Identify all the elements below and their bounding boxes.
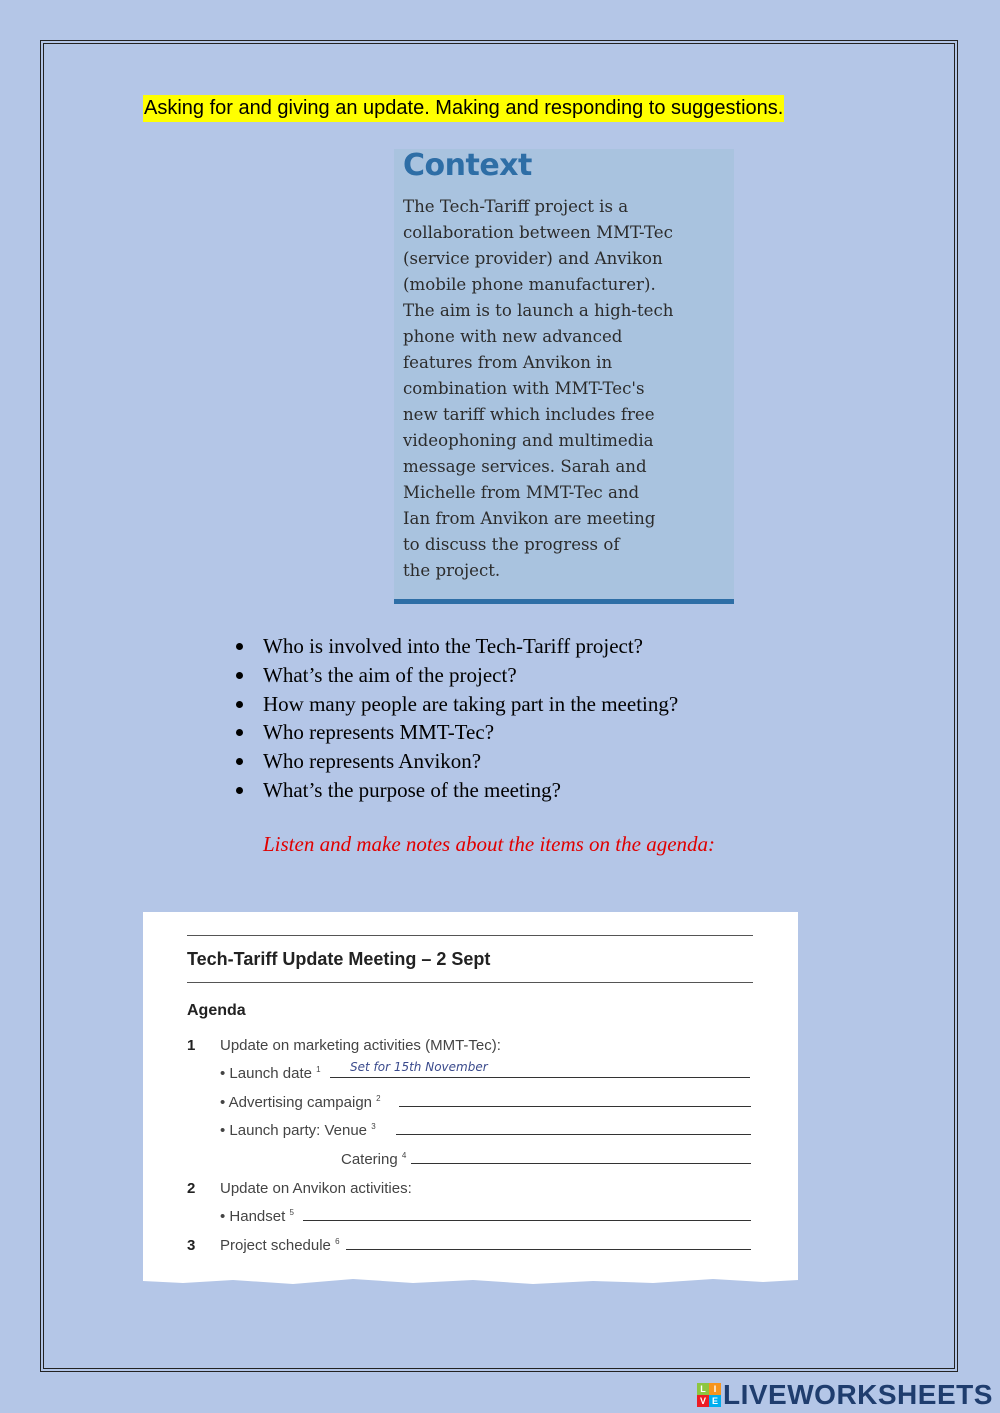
agenda-title-rule <box>187 982 753 983</box>
question-item: What’s the purpose of the meeting? <box>229 776 678 805</box>
context-line: combination with MMT-Tec's <box>403 379 645 398</box>
question-item: Who represents MMT-Tec? <box>229 718 678 747</box>
agenda-label: Agenda <box>187 1002 246 1019</box>
context-box <box>394 149 734 604</box>
logo-mark-letter: E <box>709 1395 721 1407</box>
context-line: phone with new advanced <box>403 327 623 346</box>
context-title: Context <box>403 148 532 183</box>
agenda-item-number: 1 <box>187 1037 196 1054</box>
party-venue-answer-field[interactable] <box>396 1134 751 1135</box>
logo-mark-letter: V <box>697 1395 709 1407</box>
context-line: Michelle from MMT-Tec and <box>403 483 640 502</box>
context-line: The aim is to launch a high-tech <box>403 301 674 320</box>
agenda-card <box>143 912 798 1287</box>
advertising-answer-field[interactable] <box>399 1106 751 1107</box>
question-list <box>229 632 678 805</box>
logo-mark-letter: I <box>709 1383 721 1395</box>
agenda-item-marketing: Update on marketing activities (MMT-Tec): <box>220 1037 501 1054</box>
context-body <box>403 194 726 584</box>
project-schedule-label: Project schedule $^6$ <box>220 1237 340 1254</box>
project-schedule-answer-field[interactable] <box>346 1249 751 1250</box>
agenda-top-rule <box>187 935 753 936</box>
context-line: (service provider) and Anvikon <box>403 249 663 268</box>
logo-mark-letter: L <box>697 1383 709 1395</box>
question-item: What’s the aim of the project? <box>229 661 678 690</box>
worksheet-heading: Asking for and giving an update. Making and responding to suggestions. <box>143 95 784 122</box>
logo-mark-icon <box>697 1383 721 1407</box>
party-venue-label: • Launch party: Venue $^3$ <box>220 1122 376 1139</box>
party-catering-answer-field[interactable] <box>411 1163 751 1164</box>
launch-date-answer: Set for 15th November <box>350 1060 488 1074</box>
advertising-label: • Advertising campaign $^2$ <box>220 1094 381 1111</box>
question-item: How many people are taking part in the meeting? <box>229 690 678 719</box>
liveworksheets-logo <box>697 1378 993 1412</box>
torn-edge <box>143 1275 798 1287</box>
context-line: the project. <box>403 561 501 580</box>
launch-date-label: • Launch date $^1$ <box>220 1065 321 1082</box>
context-line: The Tech-Tariff project is a <box>403 197 629 216</box>
handset-label: • Handset $^5$ <box>220 1208 294 1225</box>
context-line: new tariff which includes free <box>403 405 655 424</box>
agenda-title: Tech-Tariff Update Meeting – 2 Sept <box>187 949 491 969</box>
context-line: message services. Sarah and <box>403 457 647 476</box>
question-item: Who is involved into the Tech-Tariff project? <box>229 632 678 661</box>
agenda-item-number: 3 <box>187 1237 196 1254</box>
context-line: (mobile phone manufacturer). <box>403 275 656 294</box>
agenda-item-number: 2 <box>187 1180 196 1197</box>
listening-instruction: Listen and make notes about the items on the agenda: <box>263 832 716 856</box>
question-item: Who represents Anvikon? <box>229 747 678 776</box>
launch-date-answer-field[interactable] <box>330 1077 750 1078</box>
context-line: Ian from Anvikon are meeting <box>403 509 656 528</box>
context-line: features from Anvikon in <box>403 353 613 372</box>
handset-answer-field[interactable] <box>303 1220 751 1221</box>
agenda-item-anvikon: Update on Anvikon activities: <box>220 1180 412 1197</box>
context-line: collaboration between MMT-Tec <box>403 223 673 242</box>
context-line: videophoning and multimedia <box>403 431 654 450</box>
context-line: to discuss the progress of <box>403 535 620 554</box>
logo-text: LIVEWORKSHEETS <box>723 1379 993 1410</box>
party-catering-label: Catering $^4$ <box>341 1151 407 1168</box>
